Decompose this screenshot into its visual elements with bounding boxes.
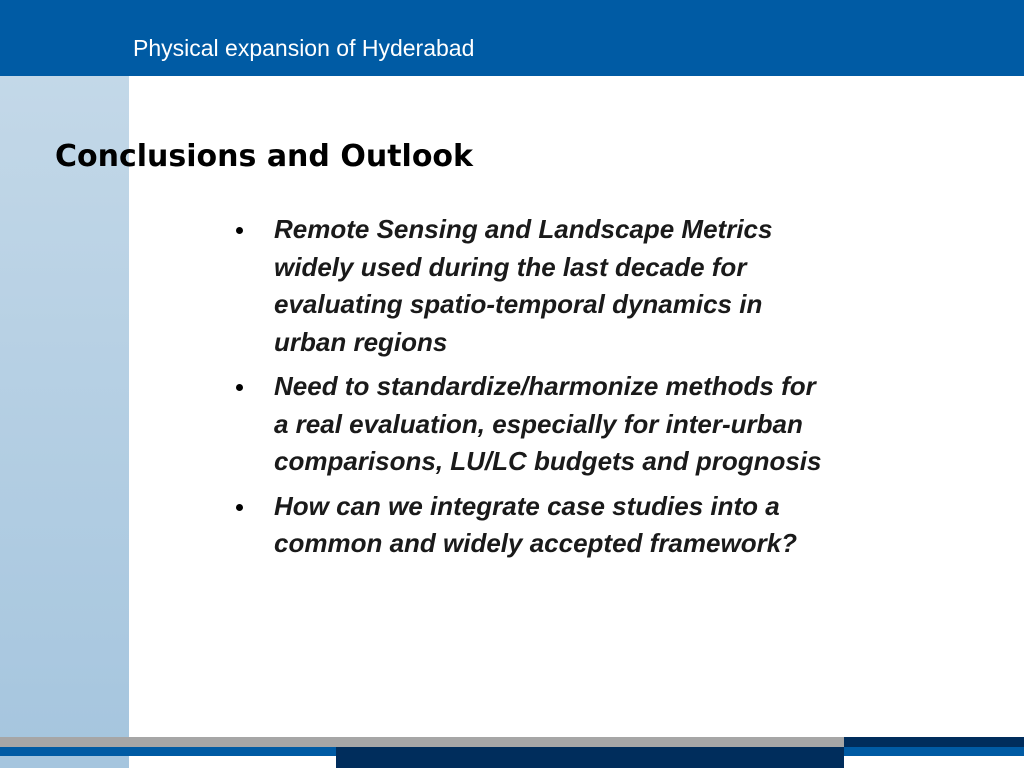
bullet-text-line: widely used during the last decade for bbox=[274, 251, 747, 282]
presentation-title: Physical expansion of Hyderabad bbox=[133, 35, 475, 61]
side-decor-panel bbox=[0, 76, 129, 768]
footer-stripe-blue-left bbox=[0, 747, 336, 756]
bullet-text-line: How can we integrate case studies into a bbox=[274, 490, 780, 521]
bullet-dot-icon bbox=[236, 384, 243, 391]
footer-stripe-dark-right bbox=[844, 737, 1024, 747]
bullet-text-line: a real evaluation, especially for inter-urban bbox=[274, 408, 803, 439]
bullet-item bbox=[230, 368, 950, 481]
footer-stripe-grey-middle bbox=[336, 737, 844, 747]
bullet-item bbox=[230, 211, 950, 361]
footer-stripe-blue-right bbox=[844, 747, 1024, 756]
bullet-text-line: evaluating spatio-temporal dynamics in bbox=[274, 289, 763, 319]
footer-panel-tail bbox=[0, 756, 129, 768]
footer-stripe-dark-middle bbox=[336, 747, 844, 768]
bullet-text-line: common and widely accepted framework? bbox=[274, 528, 798, 558]
bullet-text-line: urban regions bbox=[274, 326, 448, 357]
bullet-item bbox=[230, 488, 950, 563]
slide-title: Conclusions and Outlook bbox=[55, 139, 473, 174]
bullet-text-line: comparisons, LU/LC budgets and prognosis bbox=[274, 446, 822, 476]
bullet-list bbox=[230, 211, 950, 570]
bullet-text-line: Remote Sensing and Landscape Metrics bbox=[274, 214, 773, 244]
bullet-text-line: Need to standardize/harmonize methods for bbox=[274, 371, 816, 401]
bullet-dot-icon bbox=[236, 504, 243, 511]
bullet-dot-icon bbox=[236, 227, 243, 234]
footer-stripe-grey-left bbox=[0, 737, 336, 747]
